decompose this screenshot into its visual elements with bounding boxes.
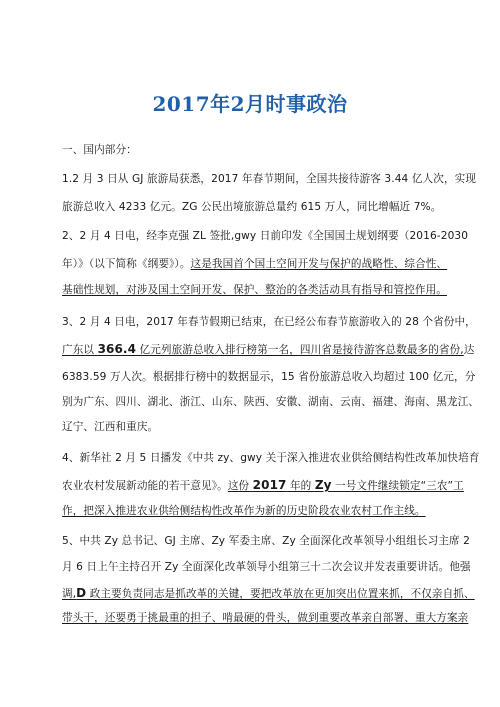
text-line [62, 560, 471, 574]
text-line [62, 143, 137, 157]
text-line [62, 229, 468, 243]
text-segment: 年）》（以下简称《纲要》）。 [62, 258, 191, 270]
text-segment: 作，把深入推进农业供给侧结构性改革作为新的历史阶段农业农村工作主线。 [62, 505, 426, 517]
text-segment: 1.2 月 3 日从 GJ 旅游局获悉，2017 年春节期间，全国共接待游客 3.44 亿人次，实现 [62, 173, 477, 185]
text-segment: 达 [463, 344, 475, 356]
text-segment: 这是我国首个国土空间开发与保护的战略性、综合性、 [190, 258, 448, 270]
text-segment: 别为广东、四川、湖北、浙江、山东、陕西、安徽、湖南、云南、福建、海南、黑龙江、 [62, 396, 480, 408]
text-segment: 月 6 日上午主持召开 Zy 全面深化改革领导小组第三十二次会议并发表重要讲话。他强 [62, 561, 471, 573]
text-segment: 366.4 [97, 342, 137, 356]
text-line [62, 534, 470, 548]
text-line [62, 342, 474, 357]
text-segment: 带头干，还要勇于挑最重的担子、啃最硬的骨头，做到重要改革亲自部署、重大方案亲 [62, 612, 469, 624]
text-line [62, 172, 476, 186]
text-line [62, 504, 426, 518]
text-line [62, 257, 447, 271]
text-segment: 广东以 [62, 344, 98, 356]
text-line [62, 611, 468, 625]
text-line [62, 586, 475, 601]
text-segment: 农业农村发展新动能的若干意见》。 [62, 480, 228, 492]
text-segment: 旅游总收入 4233 亿元。ZG 公民出境旅游总量约 615 万人，同比增幅近 7%。 [62, 201, 442, 213]
text-segment: 调, [62, 588, 77, 600]
text-segment: 2、2 月 4 日电，经李克强 ZL 签批,gwy 日前印发《全国国土规划纲要（2016-2030 [62, 230, 469, 242]
text-line [62, 315, 476, 329]
text-segment: 3、2 月 4 日电，2017 年春节假期已结束，在已经公布春节旅游收入的 28 个省份中， [62, 316, 476, 328]
text-line [62, 478, 464, 493]
text-segment: 6383.59 万人次。根据排行榜中的数据显示，15 省份旅游总收入均超过 100 亿元，分 [62, 371, 476, 383]
text-segment: 2017 [252, 478, 287, 492]
text-line [62, 200, 441, 214]
text-segment: 5、中共 Zy 总书记、GJ 主席、Zy 军委主席、Zy 全面深化改革领导小组组长习主席 2 [62, 535, 471, 547]
text-segment: 一、国内部分： [62, 144, 137, 156]
text-line [62, 370, 475, 384]
text-segment: 这份 [227, 480, 253, 492]
text-segment: 亿元列旅游总收入排行榜第一名，四川省是接待游客总数最多的省份, [136, 344, 464, 356]
text-line [62, 283, 447, 297]
text-line [62, 451, 480, 465]
text-segment: Zy [314, 478, 332, 492]
text-segment: 年的 [286, 480, 315, 492]
text-segment: 基础性规划，对涉及国土空间开发、保护、整治的各类活动具有指导和管控作用。 [62, 284, 447, 296]
text-line [62, 420, 158, 434]
text-segment: 4、新华社 2 月 5 日播发《中共 zy、gwy 关于深入推进农业供给侧结构性改革加快培育 [62, 452, 480, 464]
text-segment: D [76, 586, 87, 600]
text-segment: 政主要负责同志是抓改革的关键，要把改革放在更加突出位置来抓，不仅亲自抓、 [86, 588, 475, 600]
page-title: 2017年2月时事政治 [152, 92, 348, 116]
text-segment: 辽宁、江西和重庆。 [62, 421, 159, 433]
text-line [62, 395, 479, 409]
text-segment: 一号文件继续锁定“三农”工 [331, 480, 464, 492]
